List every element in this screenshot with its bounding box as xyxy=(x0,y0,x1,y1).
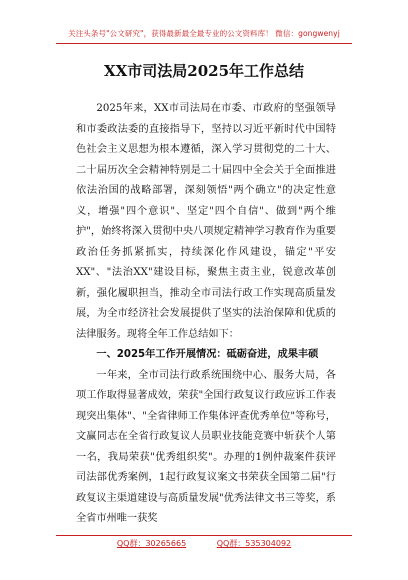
footer xyxy=(0,538,408,549)
document-body xyxy=(76,99,336,530)
header-divider xyxy=(56,43,352,44)
footer-qq-group-1[interactable]: QQ群：30265665 xyxy=(116,539,187,548)
footer-divider xyxy=(56,535,352,536)
footer-qq-group-2[interactable]: QQ群：535304092 xyxy=(216,539,292,548)
intro-paragraph: 2025年来，XX市司法局在市委、市政府的坚强领导和市委政法委的直接指导下，坚持以习近平新时代中国特色社会主义思想为根本遵循，深入学习贯彻党的二十大、二十届历次全会精神特别是二十届四中全会关于全面推进依法治国的战略部署，深刻领悟"两个确立"的决定性意义，增强"四个意识"、坚定"四个自信"、做到"两个维护"，始终将深入贯彻中央八项规定精神学习教育作为重要政治任务抓紧抓实，持续深化作风建设，锚定"平安XX"、"法治XX"建设目标，聚焦主责主业，锐意改革创新，强化履职担当，推动全市司法行政工作实现高质量发展，为全市经济社会发展提供了坚实的法治保障和优质的法律服务。现将全年工作总结如下： xyxy=(76,103,336,340)
section-paragraph: 一年来，全市司法行政系统围绕中心、服务大局，各项工作取得显著成效，荣获"全国行政复议行政应诉工作表现突出集体"、"全省律师工作集体评查优秀单位"等称号，文赢同志在全省行政复议人员职业技能竞赛中斩获个人第一名，我局荣获"优秀组织奖"。办理的1例仲裁案件获评司法部优秀案例，1起行政复议案文书荣获全国第二届"行政复议主渠道建设与高质量发展"优秀法律文书三等奖，系全省市州唯一获奖 xyxy=(76,369,336,524)
header-banner: 关注头条号"公文研究"，获得最新最全最专业的公文资料库！ 微信：gongwenyj xyxy=(68,29,340,38)
document-title: XX市司法局2025年工作总结 xyxy=(103,62,305,80)
section-heading: 一、2025年工作开展情况：砥砺奋进，成果丰硕 xyxy=(96,349,319,360)
